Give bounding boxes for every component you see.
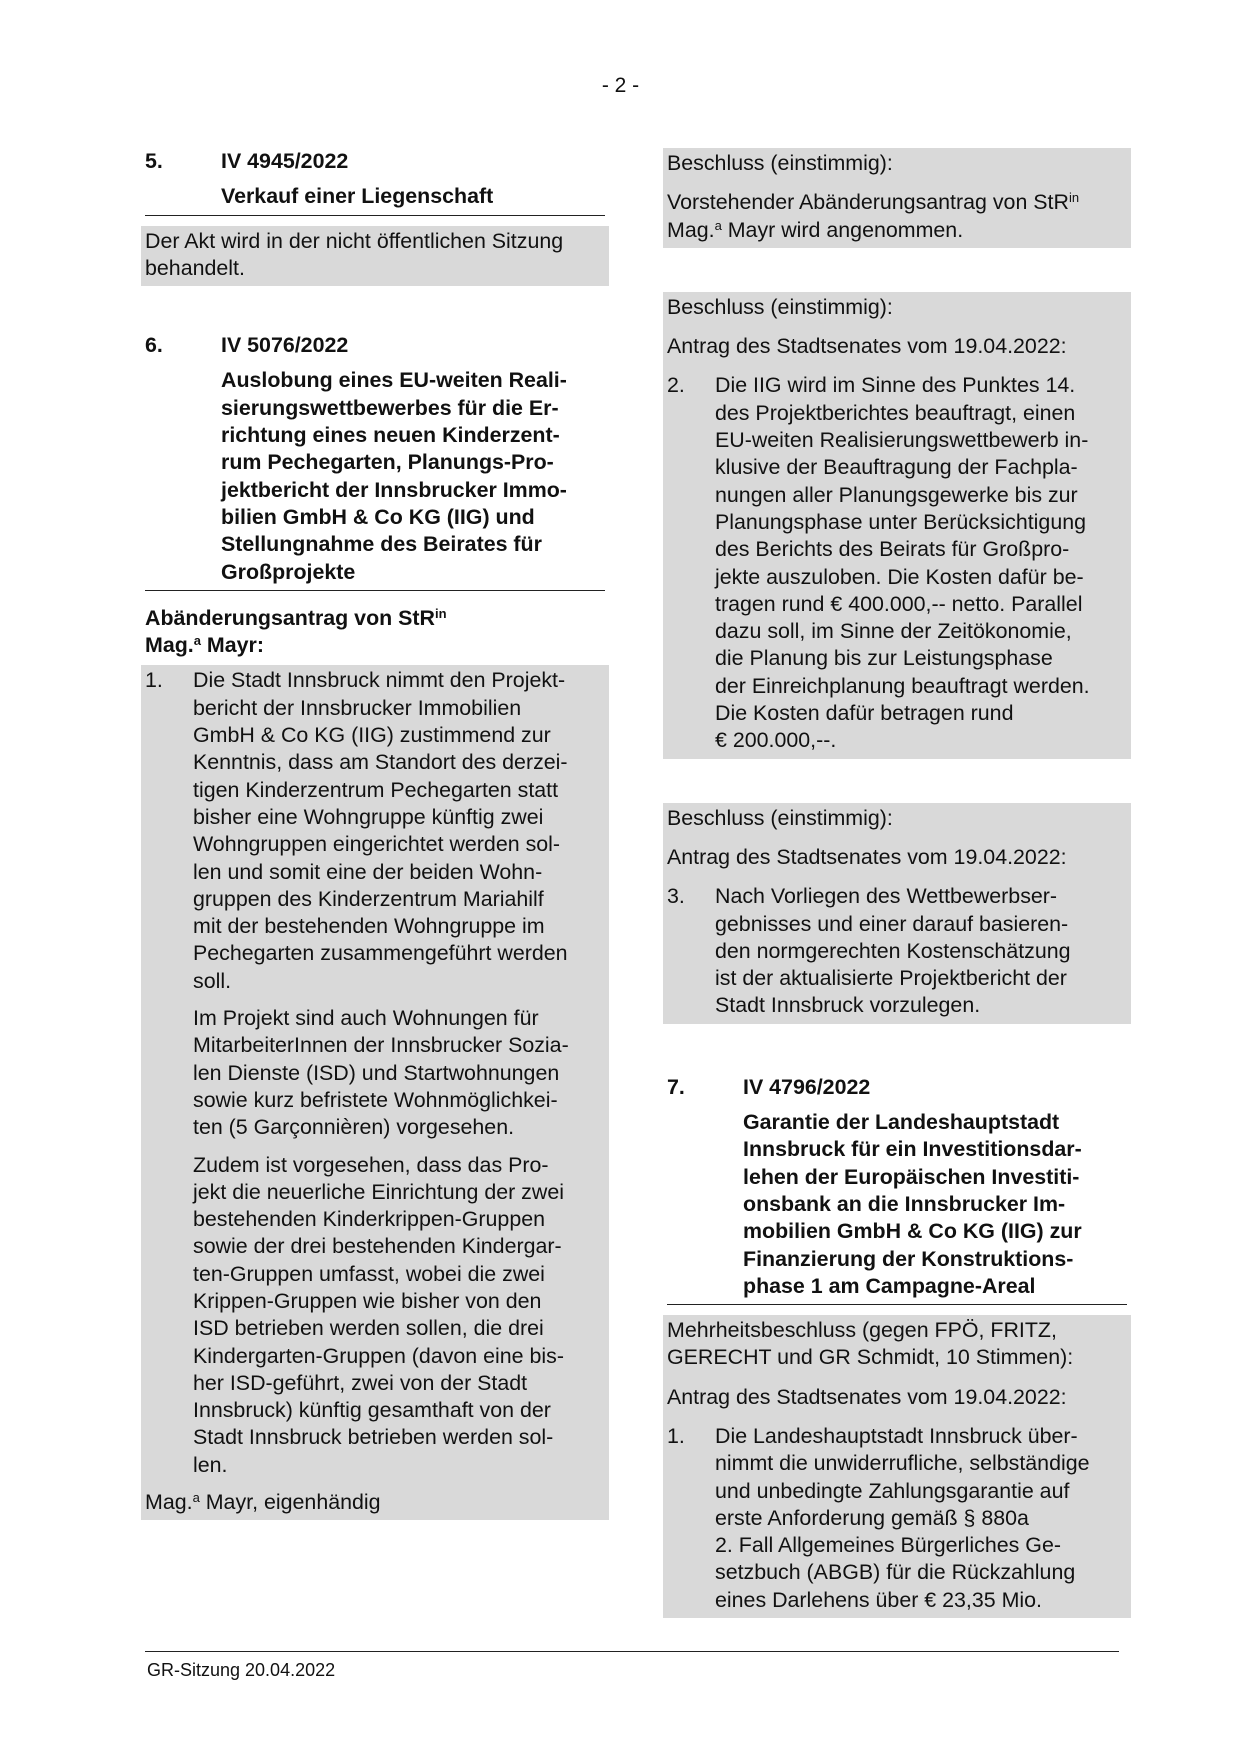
title-line: Finanzierung der Konstruktions- — [743, 1246, 1074, 1271]
point-line: gruppen des Kinderzentrum Mariahilf — [193, 886, 544, 911]
para-line: Im Projekt sind auch Wohnungen für — [193, 1006, 539, 1031]
resolution-head: GERECHT und GR Schmidt, 10 Stimmen): — [667, 1345, 1074, 1370]
resolution-head: Beschluss (einstimmig): — [667, 151, 893, 175]
point-number: 1. — [667, 1423, 685, 1448]
point-line: setzbuch (ABGB) für die Rückzahlung — [715, 1560, 1076, 1585]
amendment-heading-text: Mag. — [145, 633, 194, 658]
point-line: Stadt Innsbruck vorzulegen. — [715, 993, 981, 1018]
point-line: Die IIG wird im Sinne des Punktes 14. — [715, 373, 1076, 398]
title-line: rum Pechegarten, Planungs-Pro- — [221, 450, 554, 475]
para-line: her ISD-geführt, zwei von der Stadt — [193, 1370, 528, 1395]
point-line: Die Landeshauptstadt Innsbruck über- — [715, 1423, 1078, 1448]
amendment-heading-text: Abänderungsantrag von StR — [145, 605, 435, 630]
para-line: len Dienste (ISD) und Startwohnungen — [193, 1060, 560, 1085]
point-line: des Berichts des Beirats für Großpro- — [715, 537, 1070, 562]
point-line: nimmt die unwiderrufliche, selbständige — [715, 1451, 1090, 1476]
superscript: a — [193, 633, 201, 649]
resolution-point-1 — [667, 1423, 1127, 1614]
point-line: Nach Vorliegen des Wettbewerbser- — [715, 884, 1058, 909]
resolution-head: Beschluss (einstimmig): — [667, 805, 893, 830]
left-column — [145, 148, 605, 1520]
amendment-point-1 — [145, 667, 605, 995]
resolution-text: Mayr wird angenommen. — [721, 217, 964, 242]
point-line: ist der aktualisierte Projektbericht der — [715, 966, 1067, 991]
note-line: behandelt. — [145, 255, 245, 280]
page-number: - 2 - — [601, 74, 640, 97]
point-line: und unbedingte Zahlungsgarantie auf — [715, 1478, 1070, 1503]
item-6-header — [145, 332, 605, 359]
note-line: Der Akt wird in der nicht öffentlichen Sitzung — [145, 228, 564, 253]
title-line: Stellungnahme des Beirates für — [221, 532, 542, 557]
signature-line — [145, 1489, 605, 1516]
title-line: phase 1 am Campagne-Areal — [743, 1273, 1036, 1298]
item-7-title — [667, 1109, 1127, 1305]
para-line: ten (5 Garçonnièren) vorgesehen. — [193, 1115, 515, 1140]
point-number: 3. — [667, 884, 685, 909]
resolution-text: Mag. — [667, 217, 715, 242]
resolution-head: Mehrheitsbeschluss (gegen FPÖ, FRITZ, — [667, 1318, 1057, 1343]
point-line: den normgerechten Kostenschätzung — [715, 938, 1071, 963]
amendment-heading-text: Mayr: — [200, 633, 264, 658]
resolution-subhead: Antrag des Stadtsenates vom 19.04.2022: — [667, 1384, 1067, 1409]
para-line: jekt die neuerliche Einrichtung der zwei — [193, 1179, 564, 1204]
item-number: 7. — [667, 1074, 685, 1099]
point-number: 1. — [145, 668, 163, 693]
amendment-paragraph-3 — [193, 1152, 605, 1480]
amendment-body — [141, 665, 609, 1520]
superscript: in — [435, 605, 447, 621]
para-line: len. — [193, 1452, 228, 1477]
superscript: a — [714, 217, 722, 233]
title-line: lehen der Europäischen Investiti- — [743, 1164, 1080, 1189]
resolution-block-1 — [663, 148, 1131, 248]
para-line: bestehenden Kinderkrippen-Gruppen — [193, 1207, 546, 1232]
para-line: ten-Gruppen umfasst, wobei die zwei — [193, 1261, 545, 1286]
point-line: € 200.000,--. — [715, 728, 837, 753]
title-line: mobilien GmbH & Co KG (IIG) zur — [743, 1219, 1082, 1244]
title-line: Innsbruck für ein Investitionsdar- — [743, 1137, 1082, 1162]
superscript: a — [192, 1490, 200, 1506]
item-number: 6. — [145, 333, 163, 358]
title-line: Auslobung eines EU-weiten Reali- — [221, 368, 567, 393]
item-6-title — [145, 367, 605, 590]
point-line: eines Darlehens über € 23,35 Mio. — [715, 1587, 1043, 1612]
para-line: ISD betrieben werden sollen, die drei — [193, 1316, 544, 1341]
point-line: bericht der Innsbrucker Immobilien — [193, 695, 522, 720]
title-line: onsbank an die Innsbrucker Im- — [743, 1191, 1066, 1216]
item-code: IV 5076/2022 — [221, 333, 349, 358]
item-code: IV 4945/2022 — [221, 149, 349, 173]
item-code: IV 4796/2022 — [743, 1074, 871, 1099]
point-line: des Projektberichtes beauftragt, einen — [715, 400, 1076, 425]
resolution-point-2 — [667, 372, 1127, 754]
amendment-heading — [145, 605, 605, 660]
resolution-subhead: Antrag des Stadtsenates vom 19.04.2022: — [667, 334, 1067, 359]
resolution-block-3 — [663, 803, 1131, 1024]
resolution-head: Beschluss (einstimmig): — [667, 294, 893, 319]
title-line: richtung eines neuen Kinderzent- — [221, 423, 560, 448]
resolution-point-3 — [667, 883, 1127, 1019]
right-column — [667, 148, 1127, 1618]
point-line: Kenntnis, dass am Standort des derzei- — [193, 750, 568, 775]
para-line: Zudem ist vorgesehen, dass das Pro- — [193, 1152, 549, 1177]
para-line: sowie der drei bestehenden Kindergar- — [193, 1234, 562, 1259]
resolution-block-2 — [663, 292, 1131, 759]
item-5-header — [145, 148, 605, 175]
point-line: Wohngruppen eingerichtet werden sol- — [193, 832, 561, 857]
point-line: Die Stadt Innsbruck nimmt den Projekt- — [193, 668, 566, 693]
point-line: Die Kosten dafür betragen rund — [715, 701, 1014, 726]
point-line: soll. — [193, 968, 232, 993]
footer-text: GR-Sitzung 20.04.2022 — [147, 1660, 336, 1680]
title-line: jektbericht der Innsbrucker Immo- — [221, 477, 567, 502]
point-line: nungen aller Planungsgewerke bis zur — [715, 482, 1078, 507]
item-5-note — [141, 226, 609, 287]
point-line: len und somit eine der beiden Wohn- — [193, 859, 543, 884]
point-line: Planungsphase unter Berücksichtigung — [715, 509, 1087, 534]
point-line: der Einreichplanung beauftragt werden. — [715, 673, 1090, 698]
item-title-text: Verkauf einer Liegenschaft — [221, 184, 494, 209]
signature-text: Mayr, eigenhändig — [199, 1490, 381, 1515]
point-line: EU-weiten Realisierungswettbewerb in- — [715, 428, 1089, 453]
superscript: in — [1068, 190, 1080, 206]
point-line: Pechegarten zusammengeführt werden — [193, 941, 568, 966]
point-line: jekte auszuloben. Die Kosten dafür be- — [715, 564, 1084, 589]
amendment-paragraph-2 — [193, 1005, 605, 1141]
item-number: 5. — [145, 149, 163, 173]
point-line: bisher eine Wohngruppe künftig zwei — [193, 804, 544, 829]
signature-text: Mag. — [145, 1490, 193, 1515]
para-line: Stadt Innsbruck betrieben werden sol- — [193, 1425, 554, 1450]
point-line: tigen Kinderzentrum Pechegarten statt — [193, 777, 559, 802]
point-line: mit der bestehenden Wohngruppe im — [193, 914, 545, 939]
point-line: klusive der Beauftragung der Fachpla- — [715, 455, 1078, 480]
point-line: tragen rund € 400.000,-- netto. Parallel — [715, 591, 1083, 616]
para-line: Innsbruck) künftig gesamthaft von der — [193, 1398, 551, 1423]
title-line: Garantie der Landeshauptstadt — [743, 1110, 1060, 1135]
resolution-subhead: Antrag des Stadtsenates vom 19.04.2022: — [667, 844, 1067, 869]
point-line: dazu soll, im Sinne der Zeitökonomie, — [715, 619, 1072, 644]
item-7-header — [667, 1074, 1127, 1101]
point-line: 2. Fall Allgemeines Bürgerliches Ge- — [715, 1533, 1061, 1558]
footer-divider — [145, 1651, 1119, 1652]
para-line: Kindergarten-Gruppen (davon eine bis- — [193, 1343, 564, 1368]
point-line: GmbH & Co KG (IIG) zustimmend zur — [193, 723, 551, 748]
item-5-title — [145, 183, 605, 215]
point-line: die Planung bis zur Leistungsphase — [715, 646, 1053, 671]
title-line: sierungswettbewerbes für die Er- — [221, 395, 559, 420]
para-line: sowie kurz befristete Wohnmöglichkei- — [193, 1087, 558, 1112]
point-line: erste Anforderung gemäß § 880a — [715, 1505, 1029, 1530]
title-line: Großprojekte — [221, 559, 356, 584]
point-line: gebnisses und einer darauf basieren- — [715, 911, 1069, 936]
point-number: 2. — [667, 373, 685, 398]
resolution-block-4 — [663, 1315, 1131, 1618]
para-line: Krippen-Gruppen wie bisher von den — [193, 1288, 542, 1313]
para-line: MitarbeiterInnen der Innsbrucker Sozia- — [193, 1033, 569, 1058]
title-line: bilien GmbH & Co KG (IIG) und — [221, 504, 535, 529]
resolution-text: Vorstehender Abänderungsantrag von StR — [667, 190, 1069, 215]
